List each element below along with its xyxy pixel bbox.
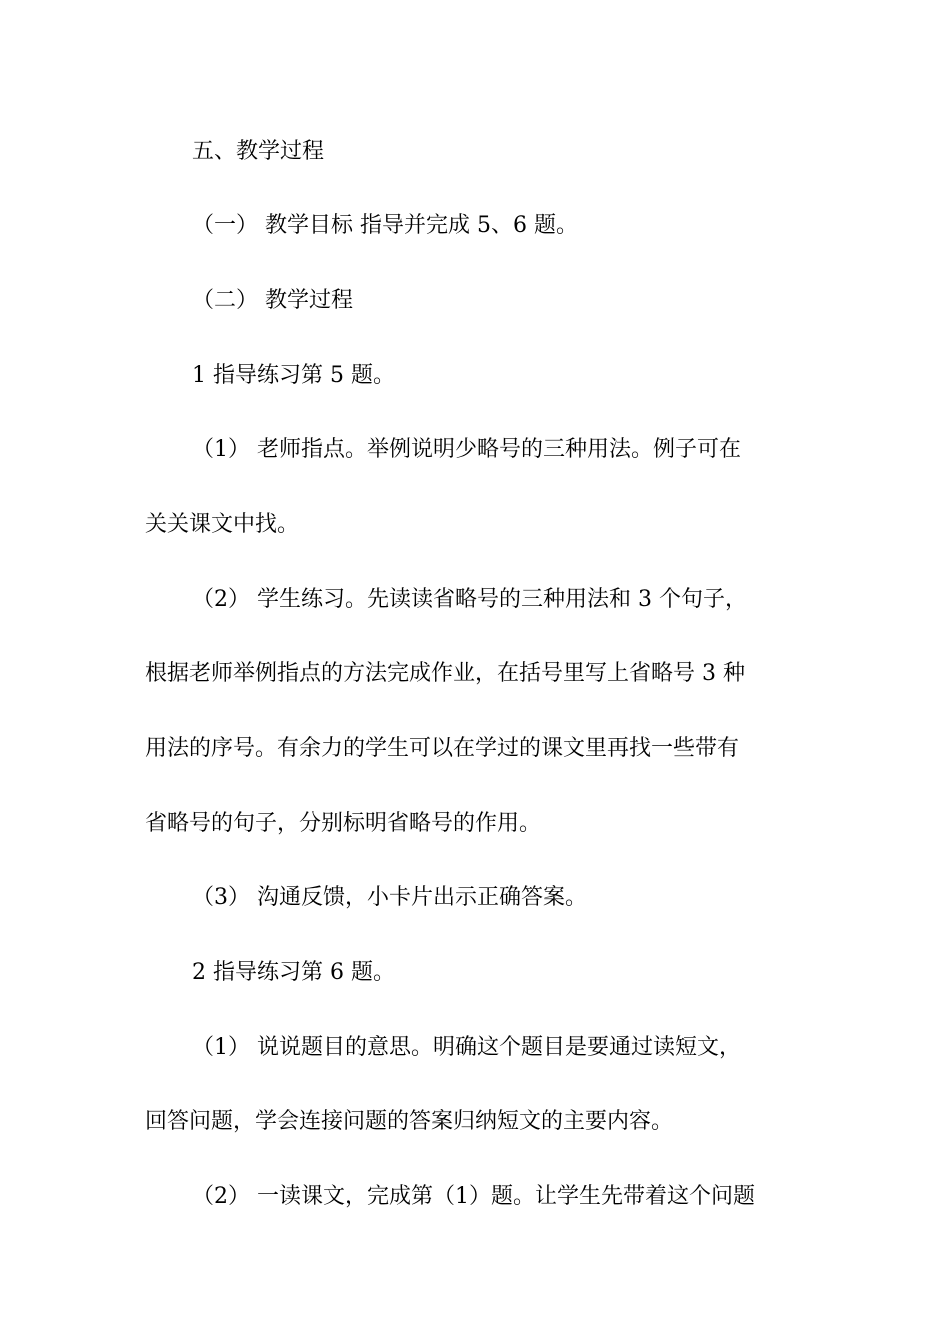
paragraph-line: （2） 一读课文，完成第（1）题。让学生先带着这个问题 [192,1184,755,1209]
section-heading: 五、教学过程 [192,139,325,164]
paragraph-line: （3） 沟通反馈，小卡片出示正确答案。 [192,885,587,910]
paragraph-line: （一） 教学目标 指导并完成 5、6 题。 [192,213,578,238]
paragraph-line: （1） 老师指点。举例说明少略号的三种用法。例子可在 [192,437,741,462]
paragraph-line: 2 指导练习第 6 题。 [192,960,395,985]
paragraph-line: （二） 教学过程 [192,288,353,313]
paragraph-line: 用法的序号。有余力的学生可以在学过的课文里再找一些带有 [145,736,740,761]
paragraph-line: （2） 学生练习。先读读省略号的三种用法和 3 个句子， [192,587,747,612]
paragraph-line: 1 指导练习第 5 题。 [192,363,395,388]
paragraph-line: 关关课文中找。 [145,512,300,537]
paragraph-line: 回答问题，学会连接问题的答案归纳短文的主要内容。 [145,1109,674,1134]
paragraph-line: 根据老师举例指点的方法完成作业，在括号里写上省略号 3 种 [145,661,745,686]
paragraph-line: 省略号的句子，分别标明省略号的作用。 [145,811,542,836]
paragraph-line: （1） 说说题目的意思。明确这个题目是要通过读短文， [192,1035,741,1060]
